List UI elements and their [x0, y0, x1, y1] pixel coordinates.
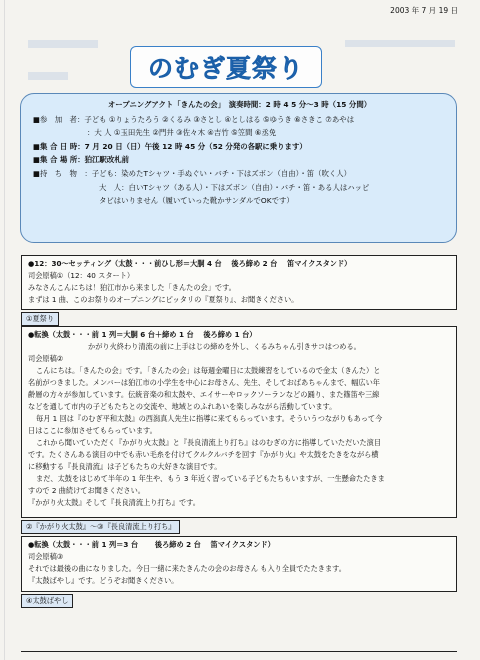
belongings-note: タビはいりません（履いていった靴かサンダルでOKです）	[99, 196, 294, 206]
program-section-3	[21, 536, 457, 592]
document-date: 2003 年 7 月 19 日	[390, 6, 458, 15]
section-header: ●12：30～セッティング（太鼓・・・前ひし形＝大胴 4 台 後ろ締め 2 台 笛マイクスタンド）	[28, 259, 352, 268]
info-box	[20, 93, 457, 243]
script-line: に移動する『長良清流』は子どもたちの大好きな演目です。	[28, 462, 222, 471]
script-line: 齢層の方々が参加しています。伝統音楽の和太鼓や、エイサーやロックソーランなどの踊り、また篠笛や三線	[28, 390, 380, 399]
song-tag-1: ①夏祭り	[21, 312, 59, 326]
script-line: 日はここに参加させてもらっています。	[28, 426, 157, 435]
program-section-1	[21, 255, 457, 310]
bottom-rule	[21, 651, 457, 652]
script-line: 名前がつきました。メンバーは狛江市の小学生を中心にお母さん、先生、そしておばあちゃんまで、幅広い年	[28, 378, 380, 387]
section-header: ●転換（太鼓・・・前 1 列＝3 台 後ろ締め 2 台 笛マイクスタンド）	[28, 540, 275, 549]
show-through-shape	[28, 40, 98, 48]
opening-act: オープニングアクト「きんたの会」 演奏時間：2 時 4 5 分～3 時（15 分間）	[107, 100, 372, 109]
script-line: まずは 1 曲、このお祭りのオープニングにピッタリの『夏祭り』、お聞きください。	[28, 295, 299, 304]
mc-script-label: 司会原稿①（12：40 スタート）	[28, 271, 135, 280]
section-header: ●転換（太鼓・・・前 1 列＝大胴 6 台＋締め 1 台 後ろ締め 1 台）	[28, 330, 257, 339]
participants-children	[33, 113, 446, 127]
song-tag-2: ②『かがり火太鼓』～③『長良清流上り打ち』	[21, 520, 180, 534]
script-line: みなさんこんにちは！狛江市から来ました「きんたの会」です。	[28, 283, 236, 292]
song-tag-3: ④太鼓ばやし	[21, 594, 73, 608]
script-line: まだ、太鼓をはじめて半年の 1 年生や、もう 3 年近く習っている子どもたちもいますが、一生懸命たたきま	[36, 474, 385, 483]
script-line: こんにちは。「きんたの会」です。「きんたの会」は毎週金曜日に太鼓練習をしているので金太（きんた）と	[36, 366, 381, 375]
page-title: のむぎ夏祭り	[147, 54, 304, 83]
participants-adults: ：大 人 ①玉田先生 ②門井 ③佐々木 ④吉竹 ⑤笠間 ⑥丞免	[87, 128, 277, 138]
script-line: などを通して市内の子どもたちとの交流や、地域とのふれあいを楽しみながら活動しています。	[28, 402, 337, 411]
belongings-children: ■持 ち 物 ：子ども：染めたTシャツ・手ぬぐい・バチ・下はズボン（自由）・笛（吹く人）	[33, 168, 352, 178]
script-line: それでは最後の曲になりました。今日一緒に来たきんたの会のお母さん も入り全員でたたきます。	[28, 564, 346, 573]
show-through-shape	[345, 40, 455, 47]
program-section-2	[21, 326, 457, 518]
participants-children-list: ：子ども ①りょうたろう ②くるみ ③さとし ④としはる ⑤ゆうき ⑥さきこ ⑦あやは	[76, 114, 355, 124]
gathering-place: ■集 合 場 所：狛江駅改札前	[33, 155, 129, 165]
mc-script-label: 司会原稿②	[28, 354, 64, 363]
gathering-time: ■集 合 日 時：7 月 20 日（日）午後 12 時 45 分（52 分発の各駅に乗ります）	[33, 141, 307, 151]
mc-script-label: 司会原稿③	[28, 552, 64, 561]
transition-note: かがり火終わり清流の前に上手はじの締めを外し、くるみちゃん引きサコはつめる。	[88, 342, 361, 351]
script-line: 『太鼓ばやし』です。どうぞお聞きください。	[28, 576, 179, 585]
page-edge	[4, 0, 5, 660]
script-line: すので 2 曲続けてお聞きください。	[28, 486, 145, 495]
title-box	[130, 46, 322, 88]
script-line: これから聞いていただく『かがり火太鼓』と『長良清流上り打ち』はのむぎの方に指導していただいた演目	[36, 438, 382, 447]
script-line: 『かがり火太鼓』そして『長良清流上り打ち』です。	[28, 498, 200, 507]
belongings-adults: 大 人：白いTシャツ（ある人）・下はズボン（自由）・バチ・笛・ある人はハッピ	[99, 182, 370, 192]
script-line: 毎月 1 回は『のむぎ平和太鼓』の西潟真人先生に指導に来てもらっています。そういうつながりもあって今	[36, 414, 383, 423]
participants-label: ■参 加 者	[33, 114, 77, 124]
show-through-shape	[28, 72, 68, 80]
script-line: です。たくさんある演目の中でも赤い毛糸を付けてクルクルバチを回す『かがり火』や太鼓をたきをながら横	[28, 450, 379, 459]
